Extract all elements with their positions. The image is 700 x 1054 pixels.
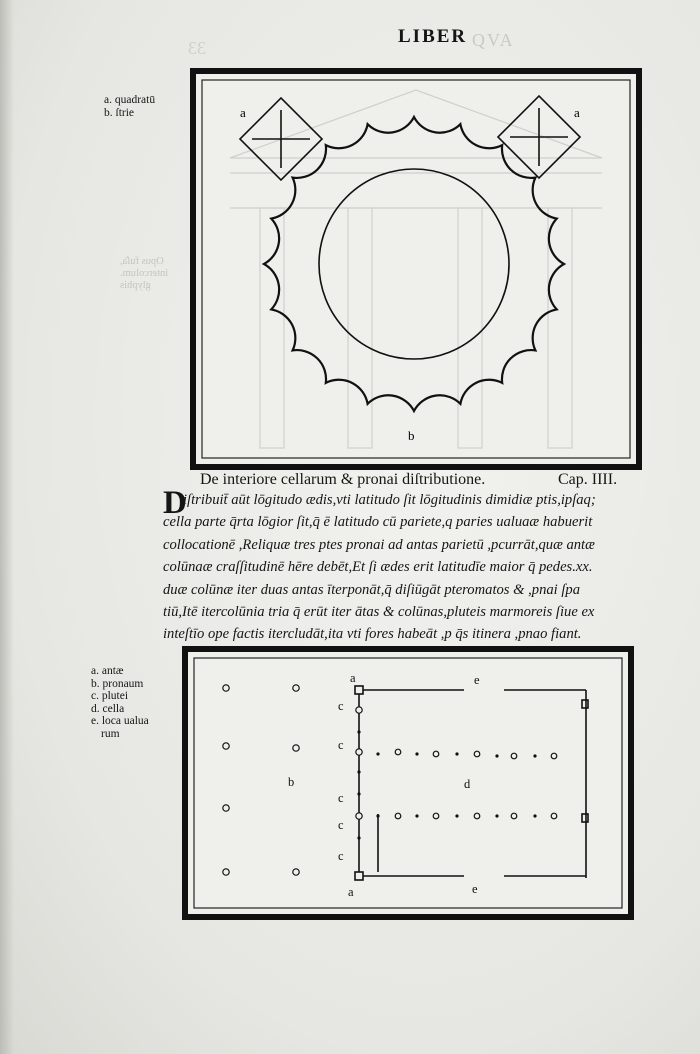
text-line: collocationē ,Reliquæ tres ptes pronai ad antas parietū ,pcurrāt,quæ antæ: [163, 536, 595, 553]
body-text: [163, 485, 663, 646]
legend-item: b. pronaum: [91, 677, 144, 690]
label-a: a: [240, 105, 246, 120]
chapter-number: Cap. IIII.: [558, 471, 618, 488]
page-edge-shadow: [0, 0, 14, 1054]
text-line: tiū,Itē itercolūnia tria q̄ erūt iter ātas & colūnas,pluteis marmoreis ſiue ex: [163, 604, 595, 621]
text-line: iſtribuit̄ aūt lōgitudo ædis,vti latitudo ſit lōgitudinis dimidiæ ptis,ipſaq;: [183, 492, 596, 508]
label-c: c: [338, 699, 344, 713]
label-e: e: [474, 673, 480, 687]
text-line: duæ colūnæ iter duas antas īterponāt,q̄ diſiūgāt pteromatos & ,pnai ſpa: [163, 581, 581, 598]
text-line: inteſtīo ope factis itercludāt,ita vti fores habeāt ,p q̄s itinera ,pnao fiant.: [163, 626, 582, 643]
label-b: b: [288, 775, 295, 789]
bleed-through-page-number: 33: [188, 38, 206, 58]
dropcap: D: [163, 485, 187, 521]
figure2-legend: [91, 665, 149, 740]
caption-title: De interiore cellarum & pronai diſtributione.: [200, 471, 486, 488]
label-a: a: [574, 105, 580, 120]
label-a: a: [348, 885, 354, 899]
label-e: e: [472, 882, 478, 896]
chapter-caption: [200, 471, 656, 489]
label-d: d: [464, 777, 471, 791]
figure-temple-plan: [182, 646, 634, 920]
label-c: c: [338, 849, 344, 863]
legend-item: a. quadratū: [104, 94, 156, 106]
legend-item: d. cella: [91, 702, 125, 715]
legend-item: c. plutei: [91, 690, 129, 702]
running-head: LIBER: [398, 26, 468, 47]
label-a: a: [350, 671, 356, 685]
figure1-legend: [104, 94, 155, 119]
label-c: c: [338, 791, 344, 805]
label-b: b: [408, 428, 415, 443]
bleed-through-margin-note: Opus fuſ̄a, intercolum. glyphis: [120, 256, 169, 291]
legend-item: b. ſtrie: [104, 106, 135, 119]
text-line: colūnaæ craſſitudinē hēre debēt,Et ſi ædes erit latitudīe maior q̄ pedes.xx.: [163, 559, 593, 576]
label-c: c: [338, 738, 344, 752]
legend-item: a. antæ: [91, 665, 124, 677]
text-line: cella parte q̄rta lōgior ſit,q̄ ē latitudo cū pariete,q paries ualuaæ habuerit: [163, 514, 593, 531]
legend-item: e. loca ualua: [91, 715, 149, 727]
bleed-through-heading: QVA: [472, 30, 515, 50]
legend-item: rum: [101, 727, 120, 740]
figure-column-flutings: [190, 68, 642, 470]
label-c: c: [338, 818, 344, 832]
